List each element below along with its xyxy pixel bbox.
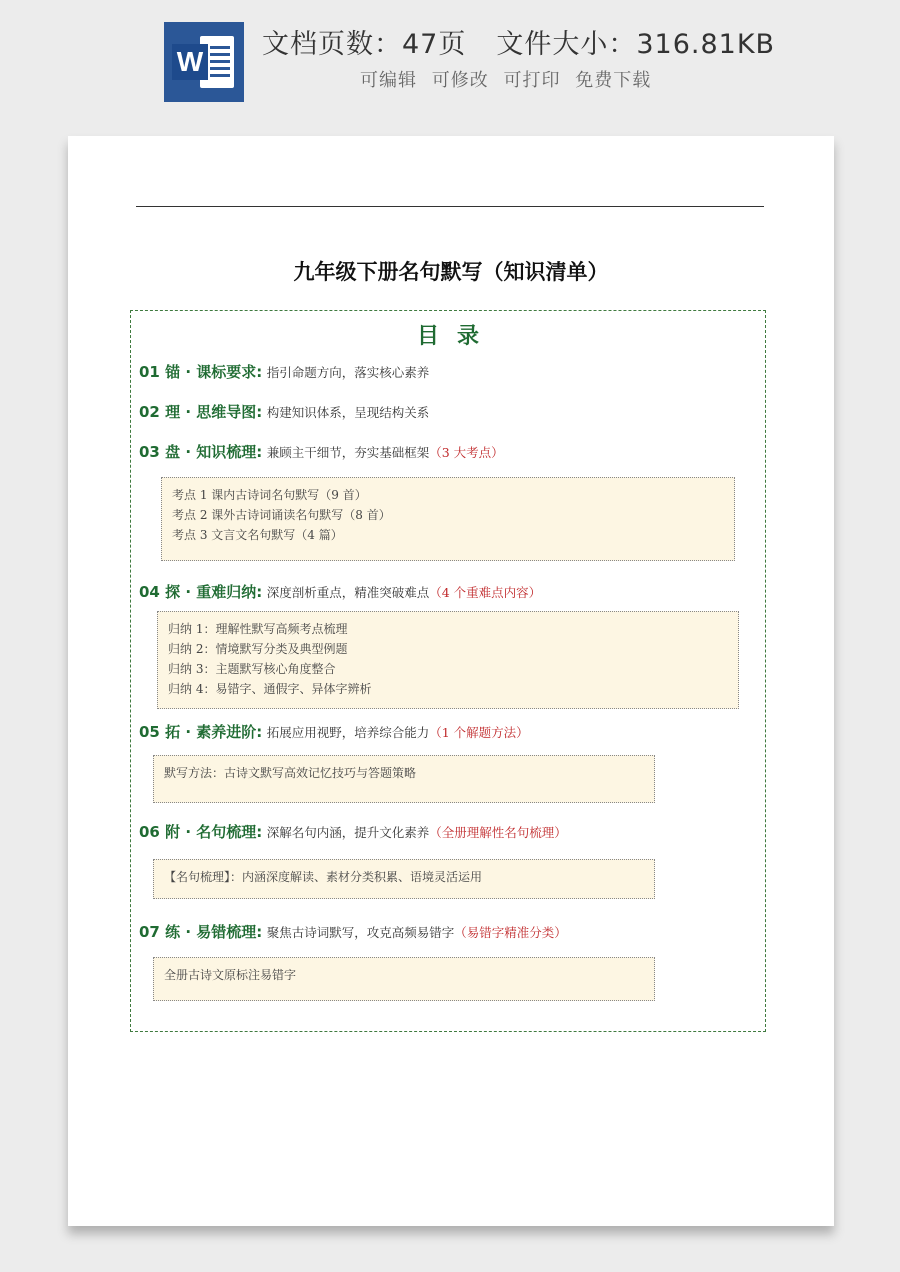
toc-section-05 — [139, 721, 529, 742]
document-page — [68, 136, 834, 1226]
section-label: 01 锚 · 课标要求: — [139, 363, 263, 381]
toc-section-06 — [139, 821, 567, 842]
list-item: 【名句梳理】：内涵深度解读、素材分类积累、语境灵活运用 — [164, 870, 483, 884]
header-rule — [136, 206, 764, 207]
section-label: 06 附 · 名句梳理: — [139, 823, 263, 841]
section-desc: 深度剖析重点，精准突破难点 — [266, 585, 430, 600]
section-desc: 拓展应用视野，培养综合能力 — [266, 725, 430, 740]
toc-heading: 目录 — [416, 324, 497, 349]
word-icon — [164, 22, 244, 102]
feature-modifiable: 可修改 — [431, 70, 489, 91]
toc-section-07 — [139, 921, 567, 942]
table-of-contents — [130, 310, 766, 1032]
section-06-box — [153, 859, 655, 899]
list-item: 归纳 1：理解性默写高频考点梳理 — [168, 622, 348, 636]
toc-section-04 — [139, 581, 541, 602]
list-item: 全册古诗文原标注易错字 — [164, 968, 297, 982]
section-desc: 构建知识体系，呈现结构关系 — [266, 405, 430, 420]
section-desc: 聚焦古诗词默写，攻克高频易错字 — [266, 925, 455, 940]
file-meta — [262, 22, 775, 61]
section-highlight: （3 大考点） — [429, 445, 504, 460]
section-03-box — [161, 477, 735, 561]
section-05-box — [153, 755, 655, 803]
list-item: 考点 2 课外古诗词诵读名句默写（8 首） — [172, 508, 391, 522]
file-size: 文件大小：316.81KB — [496, 29, 776, 60]
feature-list — [360, 66, 659, 92]
list-item: 归纳 2：情境默写分类及典型例题 — [168, 642, 348, 656]
list-item: 考点 3 文言文名句默写（4 篇） — [172, 528, 343, 542]
section-highlight: （4 个重难点内容） — [429, 585, 542, 600]
section-label: 04 探 · 重难归纳: — [139, 583, 263, 601]
toc-section-02 — [139, 401, 429, 422]
section-highlight: （1 个解题方法） — [429, 725, 529, 740]
section-label: 02 理 · 思维导图: — [139, 403, 263, 421]
feature-editable: 可编辑 — [360, 70, 417, 91]
section-desc: 兼顾主干细节，夯实基础框架 — [266, 445, 430, 460]
list-item: 考点 1 课内古诗词名句默写（9 首） — [172, 488, 367, 502]
document-title: 九年级下册名句默写（知识清单） — [293, 260, 609, 284]
header — [0, 0, 900, 118]
section-label: 03 盘 · 知识梳理: — [139, 443, 263, 461]
section-07-box — [153, 957, 655, 1001]
list-item: 归纳 3：主题默写核心角度整合 — [168, 662, 336, 676]
feature-free-download: 免费下载 — [575, 70, 652, 91]
section-highlight: （全册理解性名句梳理） — [429, 825, 567, 840]
feature-printable: 可打印 — [503, 70, 561, 91]
section-04-box — [157, 611, 739, 709]
section-desc: 指引命题方向，落实核心素养 — [266, 365, 430, 380]
page-count: 文档页数：47页 — [262, 29, 467, 60]
toc-section-03 — [139, 441, 504, 462]
section-label: 07 练 · 易错梳理: — [139, 923, 263, 941]
section-highlight: （易错字精准分类） — [454, 925, 567, 940]
toc-section-01 — [139, 361, 429, 382]
section-label: 05 拓 · 素养进阶: — [139, 723, 263, 741]
section-desc: 深解名句内涵，提升文化素养 — [266, 825, 430, 840]
list-item: 归纳 4：易错字、通假字、异体字辨析 — [168, 682, 372, 696]
list-item: 默写方法：古诗文默写高效记忆技巧与答题策略 — [164, 766, 417, 780]
word-letter: W — [172, 44, 208, 80]
